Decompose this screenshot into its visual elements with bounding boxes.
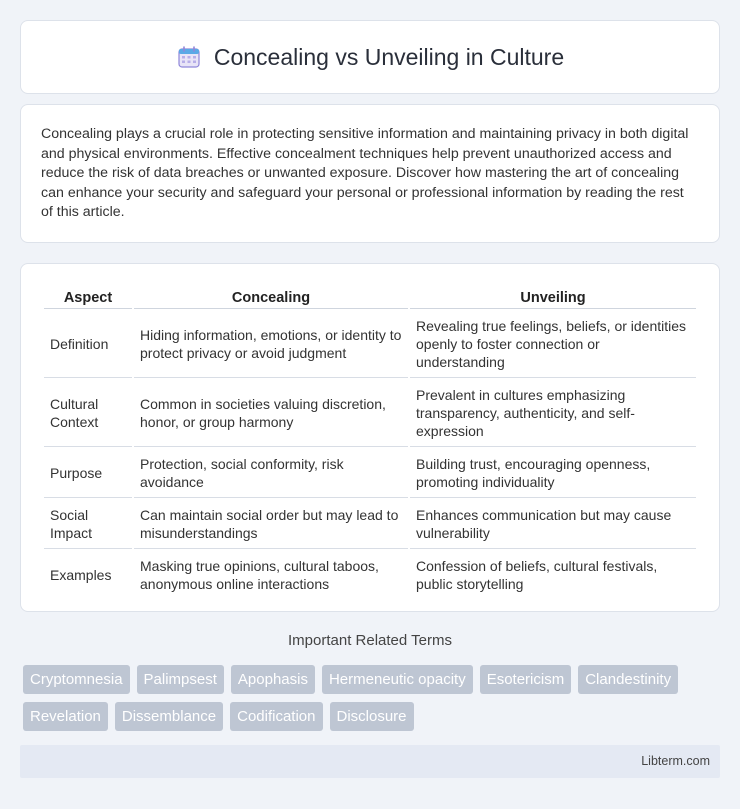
row-unveiling: Building trust, encouraging openness, promoting individuality	[410, 449, 696, 498]
row-aspect: Social Impact	[44, 500, 132, 549]
table-row	[44, 449, 696, 498]
row-unveiling: Prevalent in cultures emphasizing transparency, authenticity, and self-expression	[410, 380, 696, 447]
row-concealing: Hiding information, emotions, or identity to protect privacy or avoid judgment	[134, 311, 408, 378]
row-aspect: Definition	[44, 311, 132, 378]
row-unveiling: Confession of beliefs, cultural festivals, public storytelling	[416, 558, 658, 592]
row-aspect: Cultural Context	[44, 380, 132, 447]
column-header-unveiling: Unveiling	[410, 284, 696, 309]
footer	[20, 745, 720, 778]
column-header-aspect: Aspect	[44, 284, 132, 309]
comparison-table-card	[20, 263, 720, 612]
intro-text: Concealing plays a crucial role in protecting sensitive information and maintaining privacy in both digital and physical environments. Effective concealment techniques help prevent unauthorized access and reduce the risk of data breaches or unwanted exposure. Discover how mastering the art of concealing can enhance your security and safeguard your personal or professional information by reading the rest of this article.	[41, 126, 689, 220]
table-row	[44, 551, 696, 599]
related-term-tag[interactable]: Apophasis	[231, 665, 315, 694]
related-terms-list	[23, 665, 723, 731]
table-row	[44, 311, 696, 378]
row-concealing: Can maintain social order but may lead to misunderstandings	[134, 500, 408, 549]
related-term-tag[interactable]: Codification	[230, 702, 322, 731]
intro-card	[20, 104, 720, 243]
related-term-tag[interactable]: Hermeneutic opacity	[322, 665, 473, 694]
table-row	[44, 380, 696, 447]
calendar-icon	[176, 44, 202, 70]
column-header-concealing: Concealing	[134, 284, 408, 309]
row-unveiling: Revealing true feelings, beliefs, or identities openly to foster connection or understanding	[410, 311, 696, 378]
row-concealing: Common in societies valuing discretion, honor, or group harmony	[134, 380, 408, 447]
row-concealing: Protection, social conformity, risk avoidance	[134, 449, 408, 498]
table-header-row	[44, 284, 696, 309]
page-title: Concealing vs Unveiling in Culture	[213, 43, 565, 70]
related-terms-title: Important Related Terms	[288, 632, 452, 649]
related-term-tag[interactable]: Disclosure	[330, 702, 414, 731]
related-term-tag[interactable]: Cryptomnesia	[23, 665, 130, 694]
related-term-tag[interactable]: Clandestinity	[578, 665, 678, 694]
comparison-table	[42, 282, 698, 601]
related-term-tag[interactable]: Palimpsest	[137, 665, 224, 694]
related-term-tag[interactable]: Revelation	[23, 702, 108, 731]
related-term-tag[interactable]: Dissemblance	[115, 702, 223, 731]
row-aspect: Purpose	[44, 449, 132, 498]
related-term-tag[interactable]: Esotericism	[480, 665, 572, 694]
header-card	[20, 20, 720, 94]
table-row	[44, 500, 696, 549]
row-concealing: Masking true opinions, cultural taboos, anonymous online interactions	[140, 558, 379, 592]
row-aspect: Examples	[50, 567, 112, 583]
row-unveiling: Enhances communication but may cause vulnerability	[410, 500, 696, 549]
footer-site-link[interactable]: Libterm.com	[641, 754, 710, 768]
